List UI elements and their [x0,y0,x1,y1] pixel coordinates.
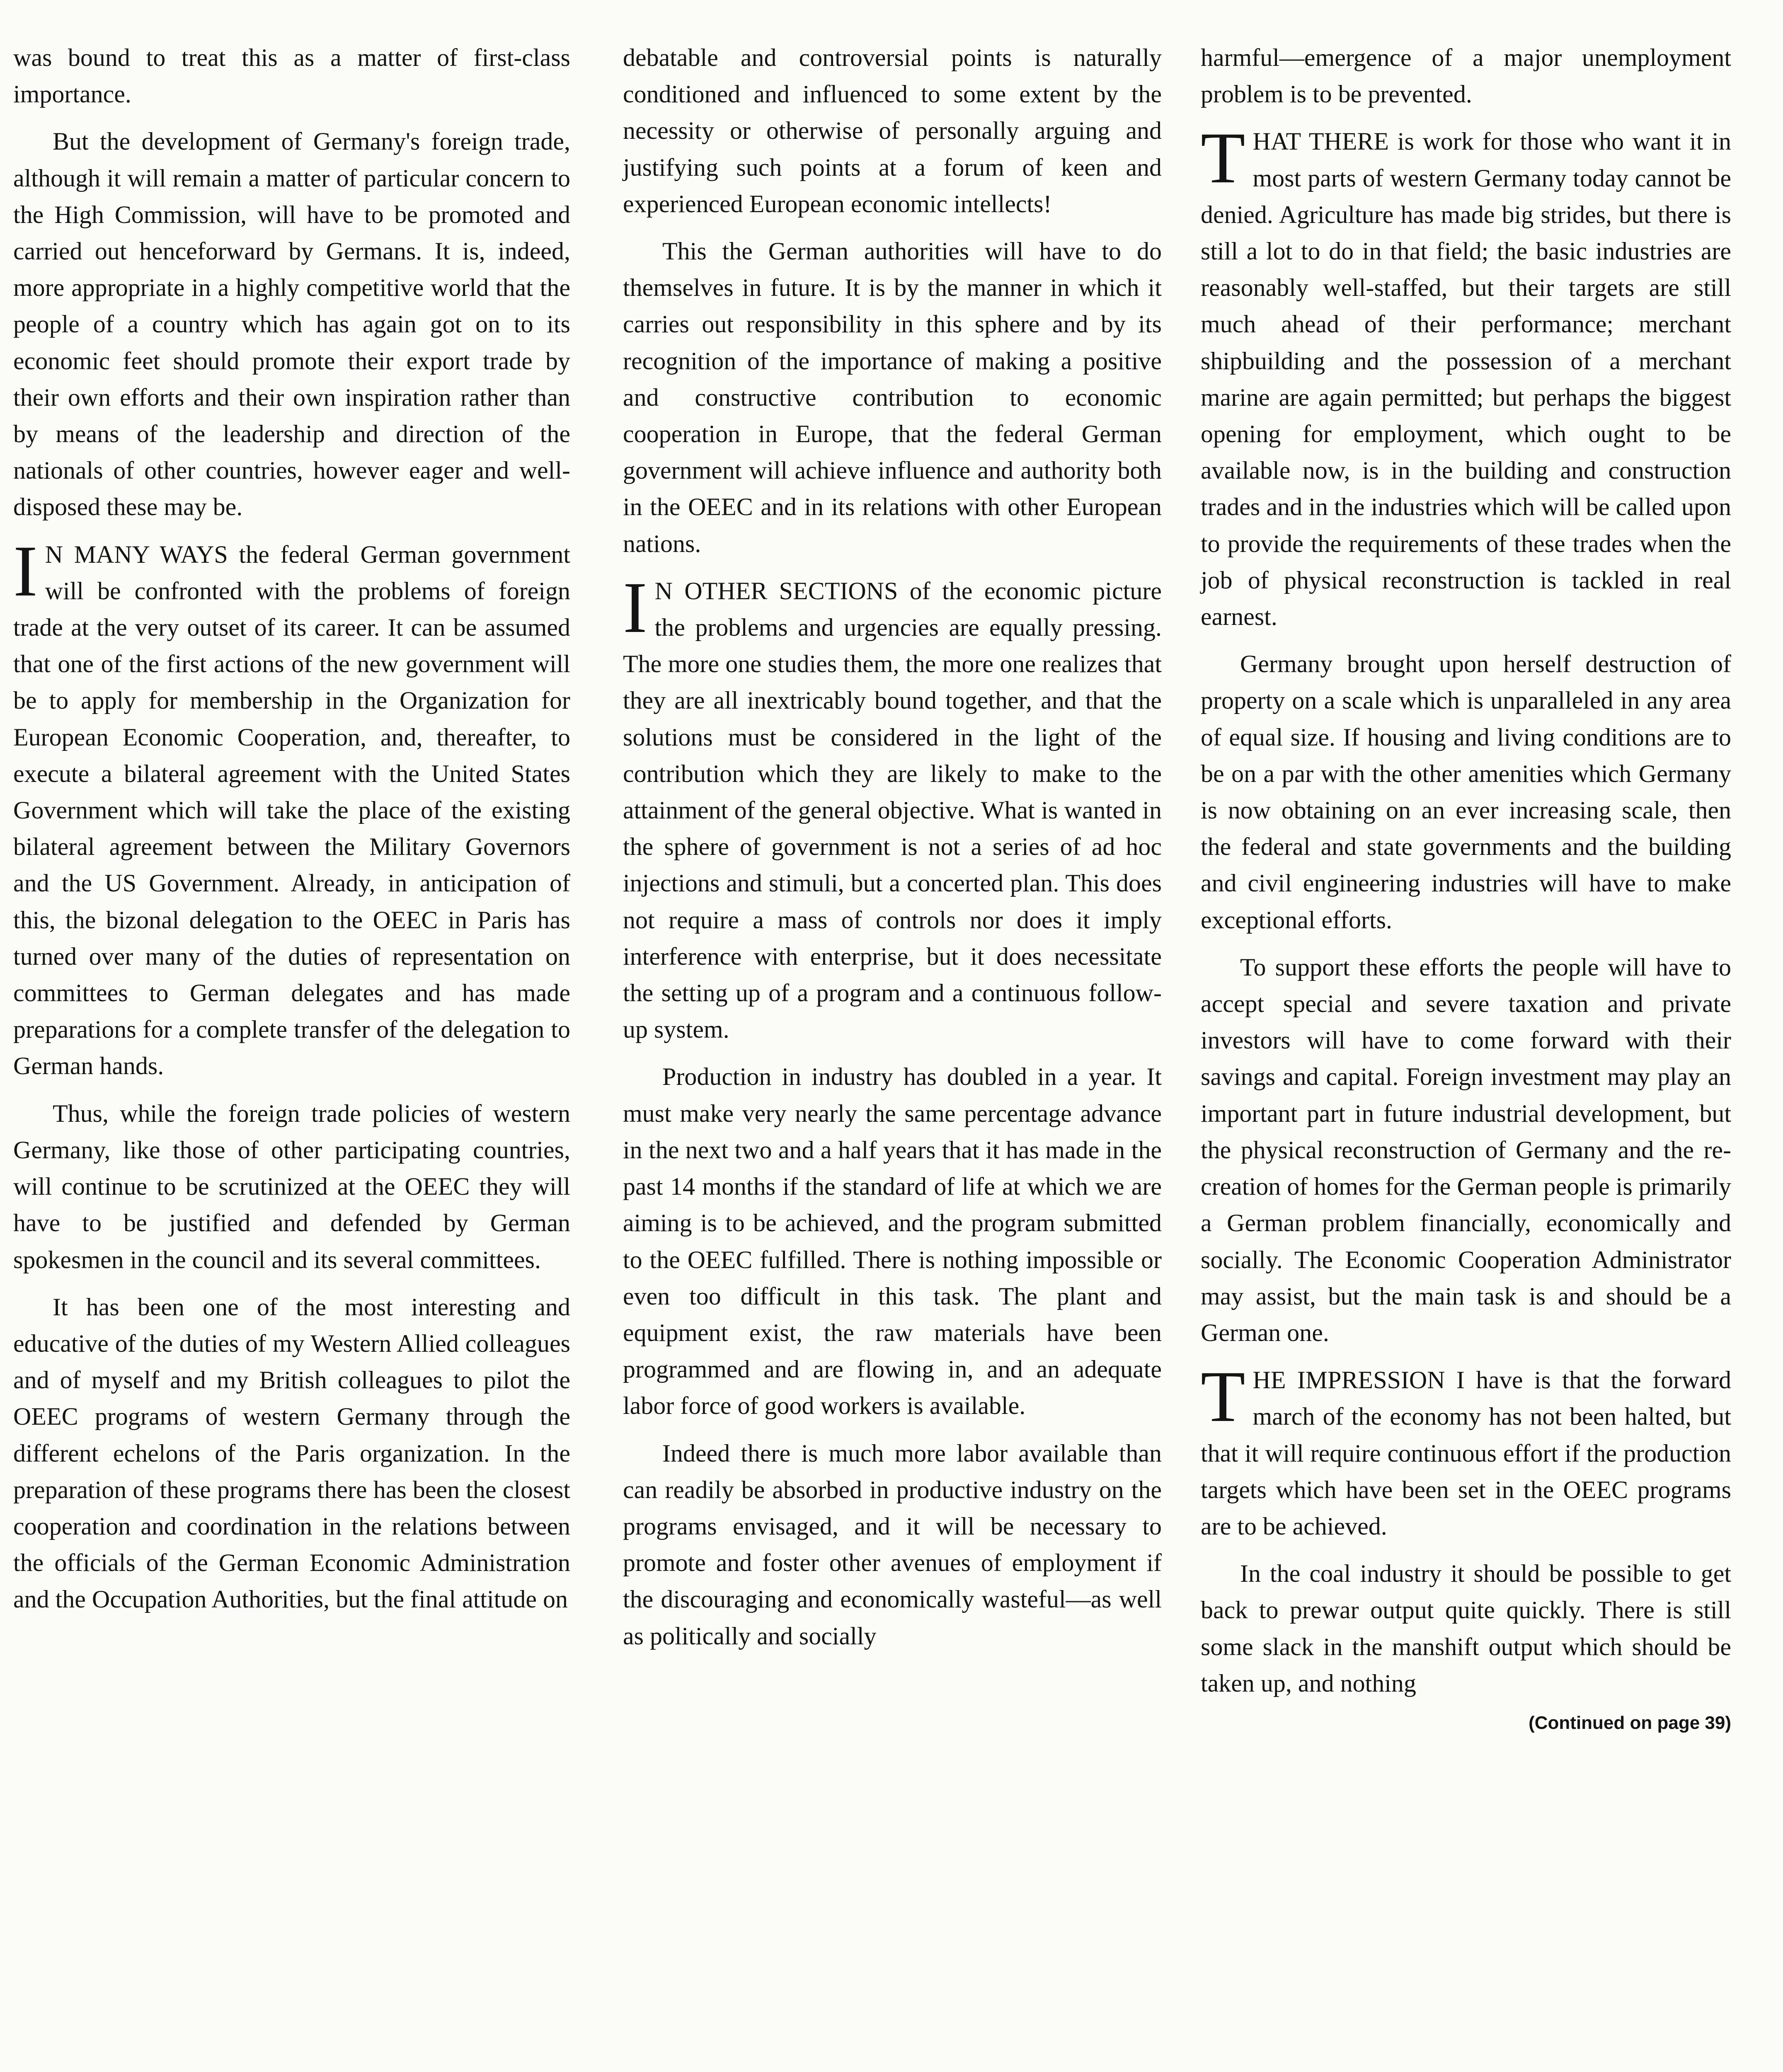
drop-cap-letter: T [1201,118,1245,199]
continued-note: (Continued on page 39) [1529,1712,1731,1733]
paragraph: It has been one of the most interesting and educative of the duties of my Western Allied colleagues and of myself and my British colleagues to pilot the OEEC programs of western Germany through the different echelons of the Paris organization. In the preparation of these programs there has been the closest cooperation and coordination in the relations between the officials of the German Economic Administration and the Occupation Authorities, but the final attitude on [13,1293,570,1613]
paragraph: Production in industry has doubled in a year. It must make very nearly the same percentage advance in the next two and a half years that it has made in the past 14 months if the standard of life at which we are aiming is to be achieved, and the program submitted to the OEEC fulfilled. There is nothing impossible or even too difficult in this task. The plant and equipment exist, the raw materials have been programmed and are flowing in, and an adequate labor force of good workers is available. [623,1063,1162,1420]
paragraph-drop-cap [1201,1356,1731,1544]
paragraph: Indeed there is much more labor available than can readily be absorbed in productive industry on the programs envisaged, and it will be necessary to promote and foster other avenues of employment if the discouraging and economically wasteful—as well as politically and socially [623,1439,1162,1650]
drop-cap-letter: T [1201,1356,1245,1438]
text-column-3 [1201,39,1731,1736]
text-column-2 [623,39,1162,1665]
paragraph: Germany brought upon herself destruction of property on a scale which is unparalleled in any area of equal size. If housing and living conditions are to be on a par with the other amenities which Germany is now obtaining on an ever increasing scale, then the federal and state governments and the building and civil engineering industries will have to make exceptional efforts. [1201,650,1731,934]
paragraph-text: N OTHER SECTIONS of the economic picture the problems and urgencies are equally pressing. The more one studies them, the more one realizes that they are all inextricably bound together, and that the solutions must be considered in the light of the contribution which they are likely to make to the attainment of the general objective. What is wanted in the sphere of government is not a series of ad hoc injections and stimuli, but a concerted plan. This does not require a mass of controls nor does it imply interference with enterprise, but it does necessitate the setting up of a program and a continuous follow-up system. [623,577,1162,1043]
paragraph: To support these efforts the people will have to accept special and severe taxation and private investors will have to come forward with their savings and capital. Foreign investment may play an important part in future industrial development, but the physical reconstruction of Germany and the re-creation of homes for the German people is primarily a German problem financially, economically and socially. The Economic Cooperation Administrator may assist, but the main task is and should be a German one. [1201,953,1731,1346]
paragraph-drop-cap [623,567,1162,1048]
drop-cap-letter: I [13,530,38,612]
paragraph: debatable and controversial points is naturally conditioned and influenced to some extent by the necessity or otherwise of personally arguing and justifying such points at a forum of keen and experienced European economic intellects! [623,44,1162,218]
drop-cap-letter: I [623,567,647,648]
paragraph-drop-cap [13,530,570,1084]
paragraph-drop-cap [1201,118,1731,635]
paragraph-text: N MANY WAYS the federal German government will be confronted with the problems of foreign trade at the very outset of its career. It can be assumed that one of the first actions of the new government will be to apply for membership in the Organization for European Economic Cooperation, and, thereafter, to execute a bilateral agreement with the United States Government which will take the place of the existing bilateral agreement between the Military Governors and the US Government. Already, in anticipation of this, the bizonal delegation to the OEEC in Paris has turned over many of the duties of representation on committees to German delegates and has made preparations for a complete transfer of the delegation to German hands. [13,540,570,1080]
paragraph: was bound to treat this as a matter of first-class importance. [13,44,570,108]
paragraph: But the development of Germany's foreign trade, although it will remain a matter of particular concern to the High Commission, will have to be promoted and carried out henceforward by Germans. It is, indeed, more appropriate in a highly competitive world that the people of a country which has again got on to its economic feet should promote their export trade by their own efforts and their own inspiration rather than by means of the leadership and direction of the nationals of other countries, however eager and well-disposed these may be. [13,128,570,521]
paragraph: harmful—emergence of a major unemployment problem is to be prevented. [1201,44,1731,108]
paragraph: This the German authorities will have to do themselves in future. It is by the manner in which it carries out responsibility in this sphere and by its recognition of the importance of making a positive and constructive contribution to economic cooperation in Europe, that the federal German government will achieve influence and authority both in the OEEC and in its relations with other European nations. [623,237,1162,557]
text-column-1 [13,39,570,1629]
paragraph-text: HE IMPRESSION I have is that the forward march of the economy has not been halted, but that it will require continuous effort if the production targets which have been set in the OEEC programs are to be achieved. [1201,1366,1731,1540]
paragraph: Thus, while the foreign trade policies of western Germany, like those of other participating countries, will continue to be scrutinized at the OEEC they will have to be justified and defended by German spokesmen in the council and its several committees. [13,1099,570,1273]
paragraph: In the coal industry it should be possible to get back to prewar output quite quickly. There is still some slack in the manshift output which should be taken up, and nothing [1201,1560,1731,1697]
paragraph-text: HAT THERE is work for those who want it in most parts of western Germany today cannot be denied. Agriculture has made big strides, but there is still a lot to do in that field; the basic industries are reasonably well-staffed, but their targets are still much ahead of their performance; merchant shipbuilding and the possession of a merchant marine are again permitted; but perhaps the biggest opening for employment, which ought to be available now, is in the building and construction trades and in the industries which will be called upon to provide the requirements of these trades when the job of physical reconstruction is tackled in real earnest. [1201,128,1731,631]
